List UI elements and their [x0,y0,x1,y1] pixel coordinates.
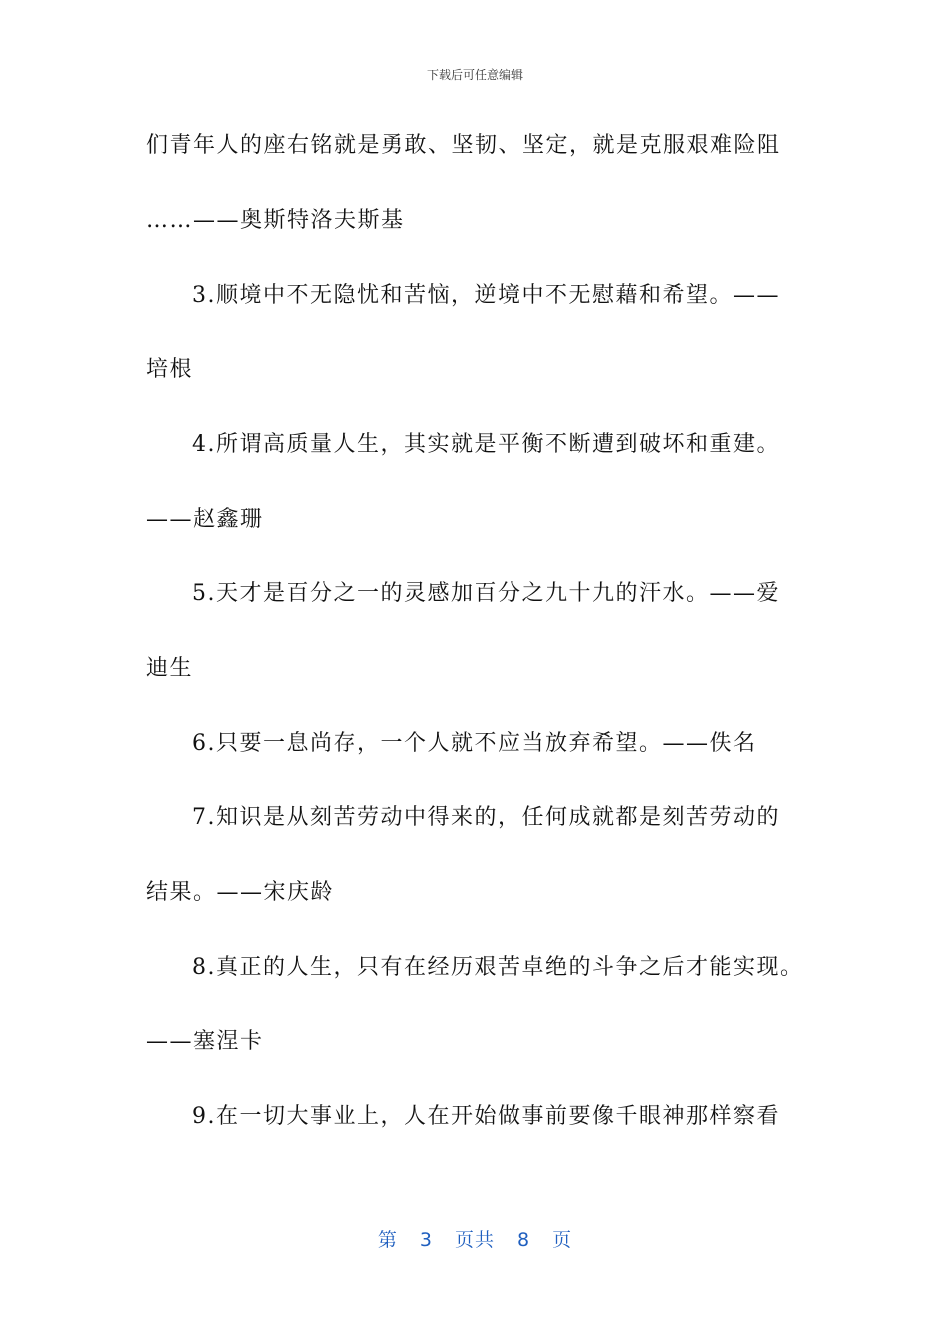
text-line: 迪生 [146,656,194,681]
text-line: 9.在一切大事业上，人在开始做事前要像千眼神那样察看 [192,1104,780,1129]
text-line: ……——奥斯特洛夫斯基 [146,208,405,233]
current-page-number: 3 [419,1229,433,1251]
text-line: 6.只要一息尚存，一个人就不应当放弃希望。——佚名 [192,731,757,756]
page-footer [0,1225,950,1252]
page-header: 下载后可任意编辑 [426,68,523,82]
text-line: 8.真正的人生，只有在经历艰苦卓绝的斗争之后才能实现。 [192,955,804,980]
text-line: 3.顺境中不无隐忧和苦恼，逆境中不无慰藉和希望。—— [192,283,780,308]
total-page-count: 8 [517,1229,531,1251]
text-line: 7.知识是从刻苦劳动中得来的，任何成就都是刻苦劳动的 [192,805,780,830]
text-line: 们青年人的座右铭就是勇敢、坚韧、坚定，就是克服艰难险阻 [146,133,781,158]
footer-suffix: 页 [552,1229,573,1251]
text-line: 结果。——宋庆龄 [146,880,335,905]
text-line: 5.天才是百分之一的灵感加百分之九十九的汗水。——爱 [192,581,780,606]
text-line: 4.所谓高质量人生，其实就是平衡不断遭到破坏和重建。 [192,432,780,457]
text-line: 培根 [146,357,194,382]
text-line: ——赵鑫珊 [146,507,264,532]
text-line: ——塞涅卡 [146,1029,264,1054]
footer-middle: 页共 [454,1229,495,1251]
footer-prefix: 第 [377,1229,398,1251]
